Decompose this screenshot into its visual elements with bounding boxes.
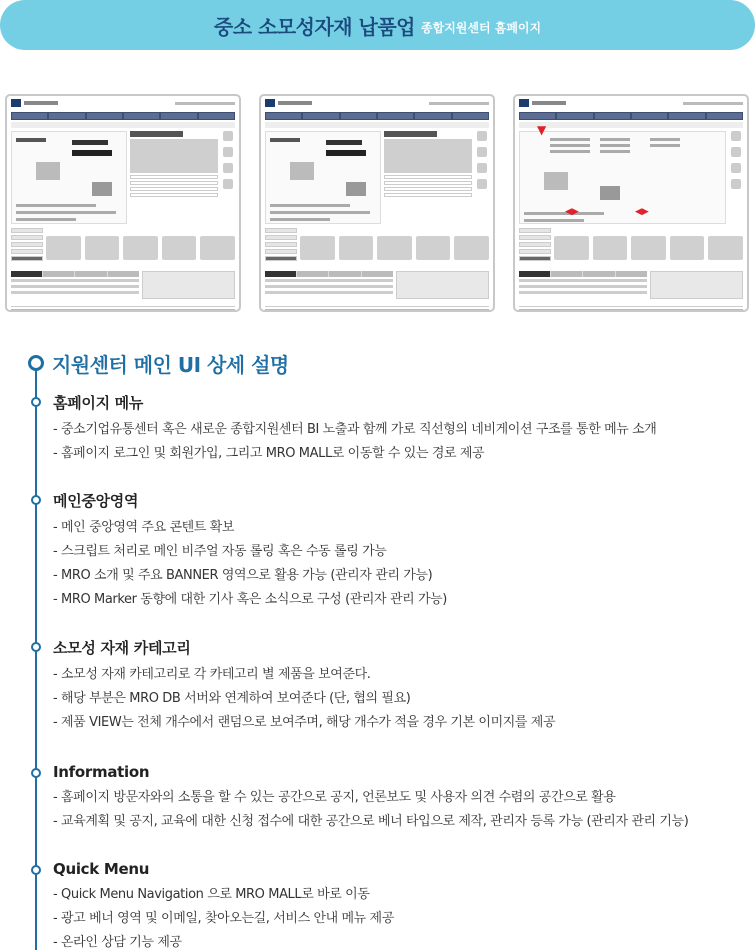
section-information <box>53 763 753 834</box>
section-line: - 홈페이지 로그인 및 회원가입, 그리고 MRO MALL로 이동할 수 있는 경로 제공 <box>53 446 485 461</box>
homepage-thumbnail-1 <box>5 94 241 312</box>
section-line: - MRO 소개 및 주요 BANNER 영역으로 활용 가능 (관리자 관리 가능) <box>53 568 433 583</box>
section-title: Information <box>53 763 150 781</box>
section-homepage-menu <box>53 392 753 466</box>
timeline-marker <box>28 355 44 371</box>
section-title: 소모성 자재 카테고리 <box>53 639 191 657</box>
section-line: - 메인 중앙영역 주요 콘텐트 확보 <box>53 520 235 535</box>
homepage-thumbnail-3 <box>513 94 749 312</box>
timeline-line <box>35 367 37 950</box>
section-line: - 교육계획 및 공지, 교육에 대한 신청 접수에 대한 공간으로 베너 타입으로 제작, 관리자 등록 가능 (관리자 관리 기능) <box>53 814 689 829</box>
banner-subtitle: 종합지원센터 홈페이지 <box>421 21 542 35</box>
title-banner <box>0 0 755 50</box>
homepage-thumbnail-2 <box>259 94 495 312</box>
section-line: - 스크립트 처리로 메인 비주얼 자동 롤링 혹은 수동 롤링 가능 <box>53 544 387 559</box>
section-line: - 해당 부분은 MRO DB 서버와 연계하여 보여준다 (단, 협의 필요) <box>53 691 411 706</box>
section-title: Quick Menu <box>53 860 150 878</box>
red-arrow-icon: ▼ <box>537 123 547 137</box>
timeline-marker <box>31 768 41 778</box>
section-main-center <box>53 490 753 612</box>
banner-title: 중소 소모성자재 납품업 <box>213 14 416 39</box>
section-line: - 중소기업유통센터 혹은 새로운 종합지원센터 BI 노출과 함께 가로 직선형의 네비게이션 구조를 통한 메뉴 소개 <box>53 422 657 437</box>
section-line: - 제품 VIEW는 전체 개수에서 랜덤으로 보여주며, 해당 개수가 적을 경우 기본 이미지를 제공 <box>53 715 556 730</box>
screenshot-thumbnails <box>5 94 750 314</box>
timeline-marker <box>31 495 41 505</box>
section-line: - Quick Menu Navigation 으로 MRO MALL로 바로 이동 <box>53 887 370 902</box>
red-arrow-icon: ◀▶ <box>635 207 649 217</box>
red-arrow-icon: ◀▶ <box>565 207 579 217</box>
section-line: - MRO Marker 동향에 대한 기사 혹은 소식으로 구성 (관리자 관리 가능) <box>53 592 447 607</box>
page-heading: 지원센터 메인 UI 상세 설명 <box>52 353 289 377</box>
section-title: 메인중앙영역 <box>53 492 139 510</box>
section-line: - 소모성 자재 카테고리로 각 카테고리 별 제품을 보여준다. <box>53 667 371 682</box>
timeline-marker <box>31 865 41 875</box>
section-title: 홈페이지 메뉴 <box>53 394 144 412</box>
section-quick-menu <box>53 860 753 950</box>
section-line: - 광고 베너 영역 및 이메일, 찾아오는길, 서비스 안내 메뉴 제공 <box>53 911 394 926</box>
timeline-marker <box>31 642 41 652</box>
timeline-marker <box>31 397 41 407</box>
section-line: - 홈페이지 방문자와의 소통을 할 수 있는 공간으로 공지, 언론보도 및 사용자 의견 수렴의 공간으로 활용 <box>53 790 616 805</box>
section-mro-category <box>53 637 753 735</box>
section-line: - 온라인 상담 기능 제공 <box>53 935 182 950</box>
